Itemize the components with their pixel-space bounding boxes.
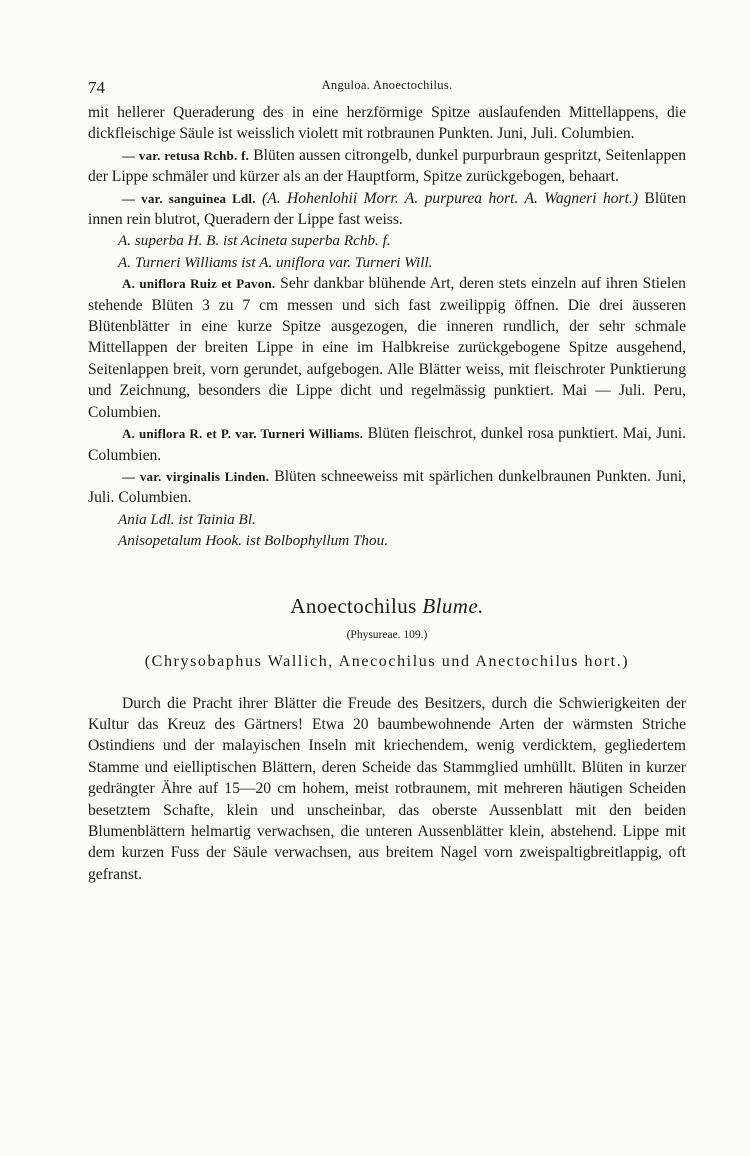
- entry-var-sanguinea: [88, 188, 686, 231]
- paragraph-continuation: mit hellerer Queraderung des in eine herzförmige Spitze auslaufenden Mittellappens, die dickfleischige Säule ist weisslich violett mit rotbraunen Punkten. Juni, Juli. Columbien.: [88, 104, 686, 143]
- entry-var-retusa: [88, 145, 686, 188]
- entry-uniflora: [88, 273, 686, 423]
- tribe-reference: (Physureae. 109.): [346, 628, 428, 641]
- taxon-name: — var. virginalis Linden.: [122, 468, 270, 484]
- taxon-name: A. uniflora Ruiz et Pavon.: [122, 276, 276, 292]
- entry-text: Sehr dankbar blühende Art, deren stets einzeln auf ihren Stielen stehende Blüten 3 zu 7 cm messen und sich fast zweilippig öffnen. Die drei äusseren Blütenblätter in eine kurze Spitze ausgezogen, die inneren rundlich, der sehr schmale Mittellappen der breiten Lippe in eine im Halbkreise zurückgebogene Spitze ausgehend, Seitenlappen breit, vorn gerundet, aufgebogen. Alle Blätter weiss, mit fleischroter Punktierung und Zeichnung, besonders die Lippe dicht und regelmässig punktiert. Mai — Juli. Peru, Columbien.: [88, 275, 686, 421]
- taxon-name: — var. sanguinea Ldl.: [122, 190, 256, 206]
- entry-text: Blüten aussen citrongelb, dunkel purpurbraun gespritzt, Seitenlappen der Lippe schmäler und kürzer als an der Hauptform, Spitze zurückgebogen, behaart.: [88, 146, 686, 186]
- taxon-name: A. uniflora R. et P. var. Turneri Williams.: [122, 426, 364, 442]
- running-title: Anguloa. Anoectochilus.: [321, 78, 453, 92]
- synonym-line: A. superba H. B. ist Acineta superba Rchb. f.: [118, 232, 391, 250]
- synonym-text: (A. Hohenlohii Morr. A. purpurea hort. A. Wagneri hort.): [255, 189, 639, 207]
- entry-text: Blüten innen rein blutrot, Queradern der Lippe fast weiss.: [88, 189, 687, 229]
- genus-description: Durch die Pracht ihrer Blätter die Freude des Besitzers, durch die Schwierigkeiten der Kultur das Kreuz des Gärtners! Etwa 20 baumbewohnende Arten der wärmsten Striche Ostindiens und der malayischen Inseln mit kriechendem, wenig verdicktem, gegliedertem Stamme und eielliptischen Blättern, deren Scheide das Stammglied umhüllt. Blüten in kurzer gedrängter Ähre auf 15—20 cm hohem, meist rotbraunem, mit mehreren häutigen Scheiden besetztem Schafte, klein und unscheinbar, das oberste Aussenblatt mit den beiden Blumenblättern helmartig verwachsen, die unteren Aussenblätter klein, abstehend. Lippe mit dem kurzen Fuss der Säule verwachsen, aus breitem Nagel vorn zweispaltigbreitlappig, oft gefranst.: [88, 694, 686, 883]
- genus-author: Blume.: [422, 593, 484, 618]
- synonym-line: Anisopetalum Hook. ist Bolbophyllum Thou.: [118, 532, 388, 550]
- entry-var-virginalis: [88, 466, 686, 509]
- page-header: [88, 72, 686, 102]
- synonym-line: A. Turneri Williams ist A. uniflora var. Turneri Will.: [118, 253, 433, 271]
- genus-synonyms: (Chrysobaphus Wallich, Anecochilus und Anectochilus hort.): [144, 652, 630, 670]
- page: [88, 72, 686, 885]
- page-number: 74: [88, 78, 105, 97]
- entry-text: Blüten schneeweiss mit spärlichen dunkelbraunen Punkten. Juni, Juli. Columbien.: [88, 467, 686, 507]
- taxon-name: — var. retusa Rchb. f.: [122, 147, 250, 163]
- synonym-line: Ania Ldl. ist Tainia Bl.: [118, 510, 256, 528]
- entry-text: Blüten fleischrot, dunkel rosa punktiert. Mai, Juni. Columbien.: [88, 425, 687, 464]
- section-heading: [88, 594, 686, 619]
- genus-name: Anoectochilus: [290, 593, 417, 618]
- entry-var-turneri: [88, 423, 686, 466]
